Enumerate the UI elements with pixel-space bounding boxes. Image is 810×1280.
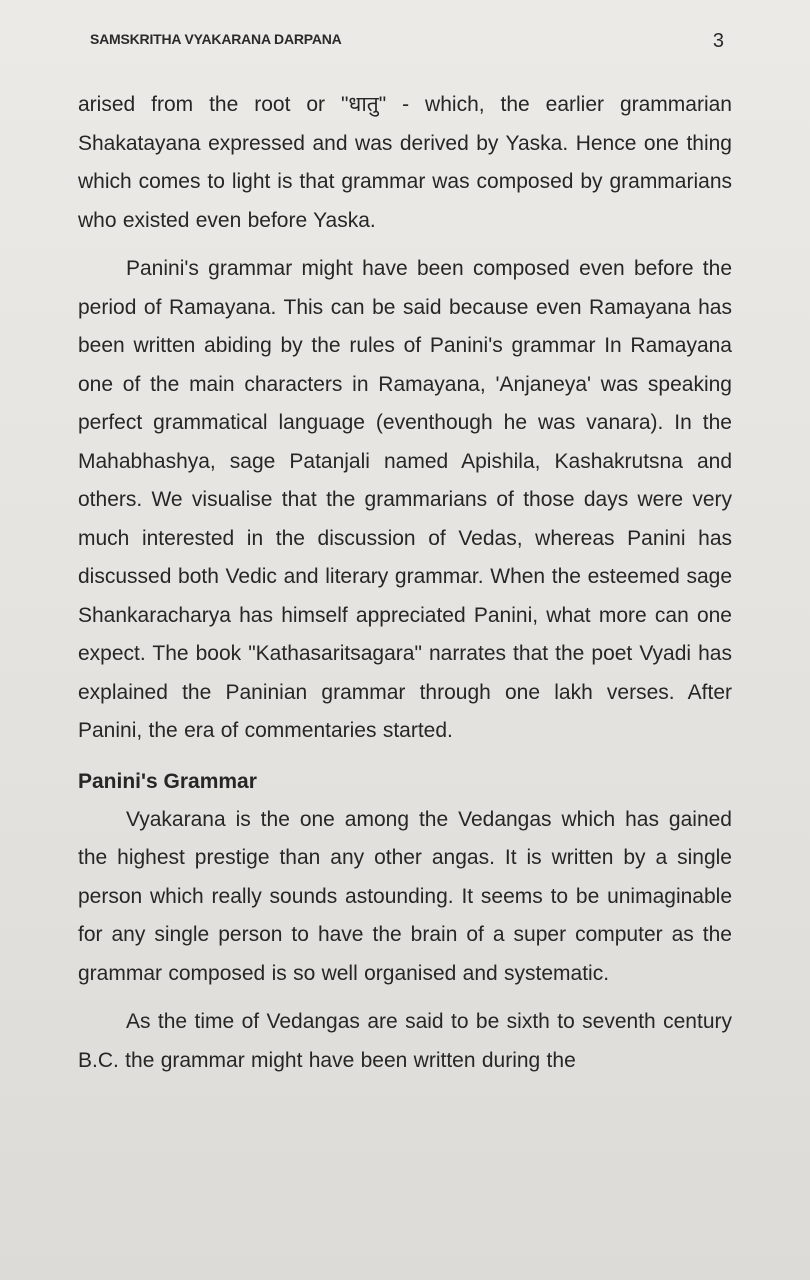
- paragraph-3: Vyakarana is the one among the Vedangas which has gained the highest prestige than any other angas. It is written by a single person which really sounds astounding. It seems to be unimaginable for any single person to have the brain of a super computer as the grammar composed is so well organised and systematic.: [78, 807, 732, 985]
- paragraph-2: Panini's grammar might have been composed even before the period of Ramayana. This can be said because even Ramayana has been written abiding by the rules of Panini's grammar In Ramayana one of the main characters in Ramayana, 'Anjaneya' was speaking perfect grammatical language (eventhough he was vanara). In the Mahabhashya, sage Patanjali named Apishila, Kashakrutsna and others. We visualise that the grammarians of those days were very much interested in the discussion of Vedas, whereas Panini has discussed both Vedic and literary grammar. When the esteemed sage Shankaracharya has himself appreciated Panini, what more can one expect. The book "Kathasaritsagara" narrates that the poet Vyadi has explained the Paninian grammar through one lakh verses. After Panini, the era of commentaries started.: [78, 257, 732, 742]
- section-heading: Panini's Grammar: [78, 769, 257, 793]
- paragraph-4: As the time of Vedangas are said to be sixth to seventh century B.C. the grammar might have been written during the: [78, 1010, 732, 1072]
- running-head-title: SAMSKRITHA VYAKARANA DARPANA: [90, 31, 342, 47]
- paragraph-1: arised from the root or "धातु" - which, the earlier grammarian Shakatayana expressed and was derived by Yaska. Hence one thing which comes to light is that grammar was composed by grammarians who existed even before Yaska.: [78, 93, 732, 232]
- page-number: 3: [712, 30, 724, 52]
- page-body: [78, 86, 732, 1080]
